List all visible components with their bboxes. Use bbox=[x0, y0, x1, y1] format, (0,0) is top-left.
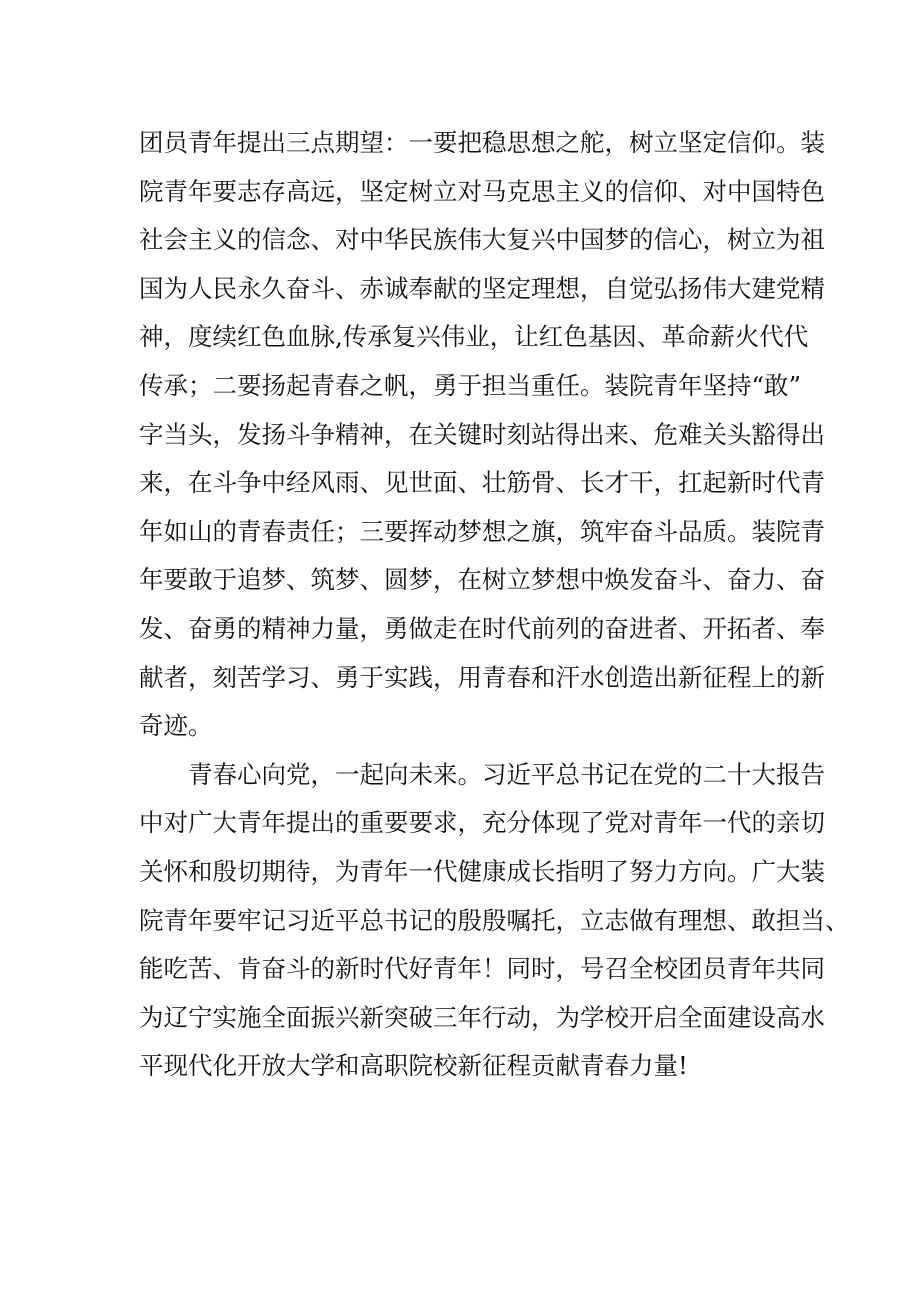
text-line: 来，在斗争中经风雨、见世面、壮筋骨、长才干，扛起新时代青 bbox=[139, 468, 825, 498]
text-line: 关怀和殷切期待，为青年一代健康成长指明了努力方向。广大装 bbox=[139, 856, 825, 886]
text-line: 能吃苦、肯奋斗的新时代好青年！同时，号召全校团员青年共同 bbox=[139, 954, 825, 984]
document-body bbox=[139, 119, 850, 1091]
text-line: 为辽宁实施全面振兴新突破三年行动，为学校开启全面建设高水 bbox=[139, 1002, 825, 1032]
text-line: 院青年要牢记习近平总书记的殷殷嘱托，立志做有理想、敢担当、 bbox=[139, 905, 850, 935]
text-line: 国为人民永久奋斗、赤诚奉献的坚定理想，自觉弘扬伟大建党精 bbox=[139, 273, 825, 303]
paragraph-expectations bbox=[139, 119, 825, 751]
text-line: 青春心向党，一起向未来。习近平总书记在党的二十大报告 bbox=[188, 759, 825, 789]
text-line: 院青年要志存高远，坚定树立对马克思主义的信仰、对中国特色 bbox=[139, 176, 825, 206]
text-line: 献者，刻苦学习、勇于实践，用青春和汗水创造出新征程上的新 bbox=[139, 662, 825, 692]
text-line: 中对广大青年提出的重要要求，充分体现了党对青年一代的亲切 bbox=[139, 808, 825, 838]
text-line: 奇迹。 bbox=[139, 711, 213, 741]
text-line: 社会主义的信念、对中华民族伟大复兴中国梦的信心，树立为祖 bbox=[139, 225, 825, 255]
text-line: 传承；二要扬起青春之帆，勇于担当重任。装院青年坚持“敢” bbox=[139, 370, 802, 400]
text-line: 神，度续红色血脉,传承复兴伟业，让红色基因、革命薪火代代 bbox=[139, 322, 809, 352]
text-line: 年如山的青春责任；三要挥动梦想之旗，筑牢奋斗品质。装院青 bbox=[139, 516, 825, 546]
text-line: 团员青年提出三点期望：一要把稳思想之舵，树立坚定信仰。装 bbox=[139, 128, 825, 157]
text-line: 发、奋勇的精神力量，勇做走在时代前列的奋进者、开拓者、奉 bbox=[139, 613, 825, 643]
paragraph-conclusion bbox=[139, 751, 850, 1091]
text-line: 平现代化开放大学和高职院校新征程贡献青春力量! bbox=[139, 1051, 688, 1081]
text-line: 字当头，发扬斗争精神，在关键时刻站得出来、危难关头豁得出 bbox=[139, 419, 825, 449]
text-line: 年要敢于追梦、筑梦、圆梦，在树立梦想中焕发奋斗、奋力、奋 bbox=[139, 565, 825, 595]
